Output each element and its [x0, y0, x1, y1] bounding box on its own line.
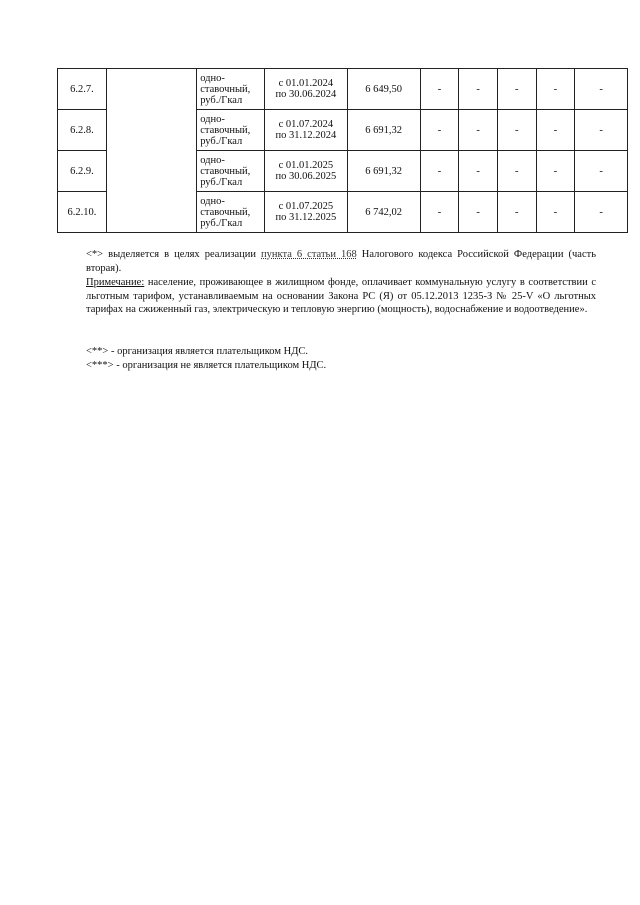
period-start: с 01.07.2024	[278, 119, 334, 130]
dash-cell: -	[459, 192, 498, 233]
period-cell	[265, 192, 347, 233]
footnote-text: <*> выделяется в целях реализации	[86, 249, 262, 260]
period-end: по 30.06.2024	[275, 89, 337, 100]
period-end: по 31.12.2025	[275, 212, 337, 223]
dash-cell: -	[459, 151, 498, 192]
unit-line: руб./Гкал	[200, 176, 243, 188]
tariff-value: 6 691,32	[347, 110, 420, 151]
footnote-not-vat-payer: <***> - организация не является плательщиком НДС.	[86, 360, 327, 371]
period-cell	[265, 69, 347, 110]
footnote-vat-payer: <**> - организация является плательщиком НДС.	[86, 346, 308, 357]
dash-cell: -	[420, 110, 459, 151]
tariff-value: 6 691,32	[347, 151, 420, 192]
remark-label: Примечание:	[86, 277, 145, 288]
dash-cell: -	[459, 110, 498, 151]
dash-cell: -	[575, 192, 628, 233]
unit-cell	[197, 110, 265, 151]
footnote-text: Налогового кодекса Российской Федерации (часть вторая).	[86, 249, 597, 274]
footnote-remark	[86, 276, 596, 317]
dash-cell: -	[420, 151, 459, 192]
remark-text: население, проживающее в жилищном фонде, оплачивает коммунальную услугу в соответствии с льготным тарифом, устанавливаемым на основании Закона РС (Я) от 05.12.2013 1235-З № 25-V «О льготных тарифах на сжиженный газ, электрическую и тепловую энергию (мощность), водоснабжение и водоотведение».	[86, 277, 596, 315]
dash-cell: -	[497, 192, 536, 233]
unit-line: ставочный,	[200, 206, 251, 218]
dash-cell: -	[575, 69, 628, 110]
tariff-value: 6 742,02	[347, 192, 420, 233]
period-cell	[265, 110, 347, 151]
dash-cell: -	[459, 69, 498, 110]
dash-cell: -	[536, 110, 575, 151]
unit-line: ставочный,	[200, 165, 251, 177]
unit-line: руб./Гкал	[200, 135, 243, 147]
dash-cell: -	[536, 151, 575, 192]
tariff-value: 6 649,50	[347, 69, 420, 110]
dash-cell: -	[497, 151, 536, 192]
unit-line: руб./Гкал	[200, 217, 243, 229]
row-number: 6.2.9.	[58, 151, 107, 192]
period-start: с 01.01.2024	[278, 78, 334, 89]
unit-cell	[197, 69, 265, 110]
unit-line: ставочный,	[200, 124, 251, 136]
footnote-vat-allocation	[86, 248, 596, 275]
tariff-table	[57, 68, 628, 233]
dash-cell: -	[420, 69, 459, 110]
unit-line: одно-	[200, 113, 225, 125]
dash-cell: -	[536, 69, 575, 110]
period-start: с 01.07.2025	[278, 201, 334, 212]
unit-line: ставочный,	[200, 83, 251, 95]
row-number: 6.2.7.	[58, 69, 107, 110]
period-cell	[265, 151, 347, 192]
period-end: по 30.06.2025	[275, 171, 337, 182]
unit-line: одно-	[200, 195, 225, 207]
dash-cell: -	[497, 69, 536, 110]
dash-cell: -	[536, 192, 575, 233]
unit-line: руб./Гкал	[200, 94, 243, 106]
unit-cell	[197, 192, 265, 233]
dash-cell: -	[575, 110, 628, 151]
row-number: 6.2.10.	[58, 192, 107, 233]
table-row	[58, 69, 628, 110]
unit-cell	[197, 151, 265, 192]
group-cell	[106, 69, 196, 233]
period-end: по 31.12.2024	[275, 130, 337, 141]
dash-cell: -	[575, 151, 628, 192]
unit-line: одно-	[200, 154, 225, 166]
tax-code-link[interactable]: пункта 6 статьи 168	[261, 249, 357, 260]
unit-line: одно-	[200, 72, 225, 84]
period-start: с 01.01.2025	[278, 160, 334, 171]
row-number: 6.2.8.	[58, 110, 107, 151]
dash-cell: -	[420, 192, 459, 233]
dash-cell: -	[497, 110, 536, 151]
